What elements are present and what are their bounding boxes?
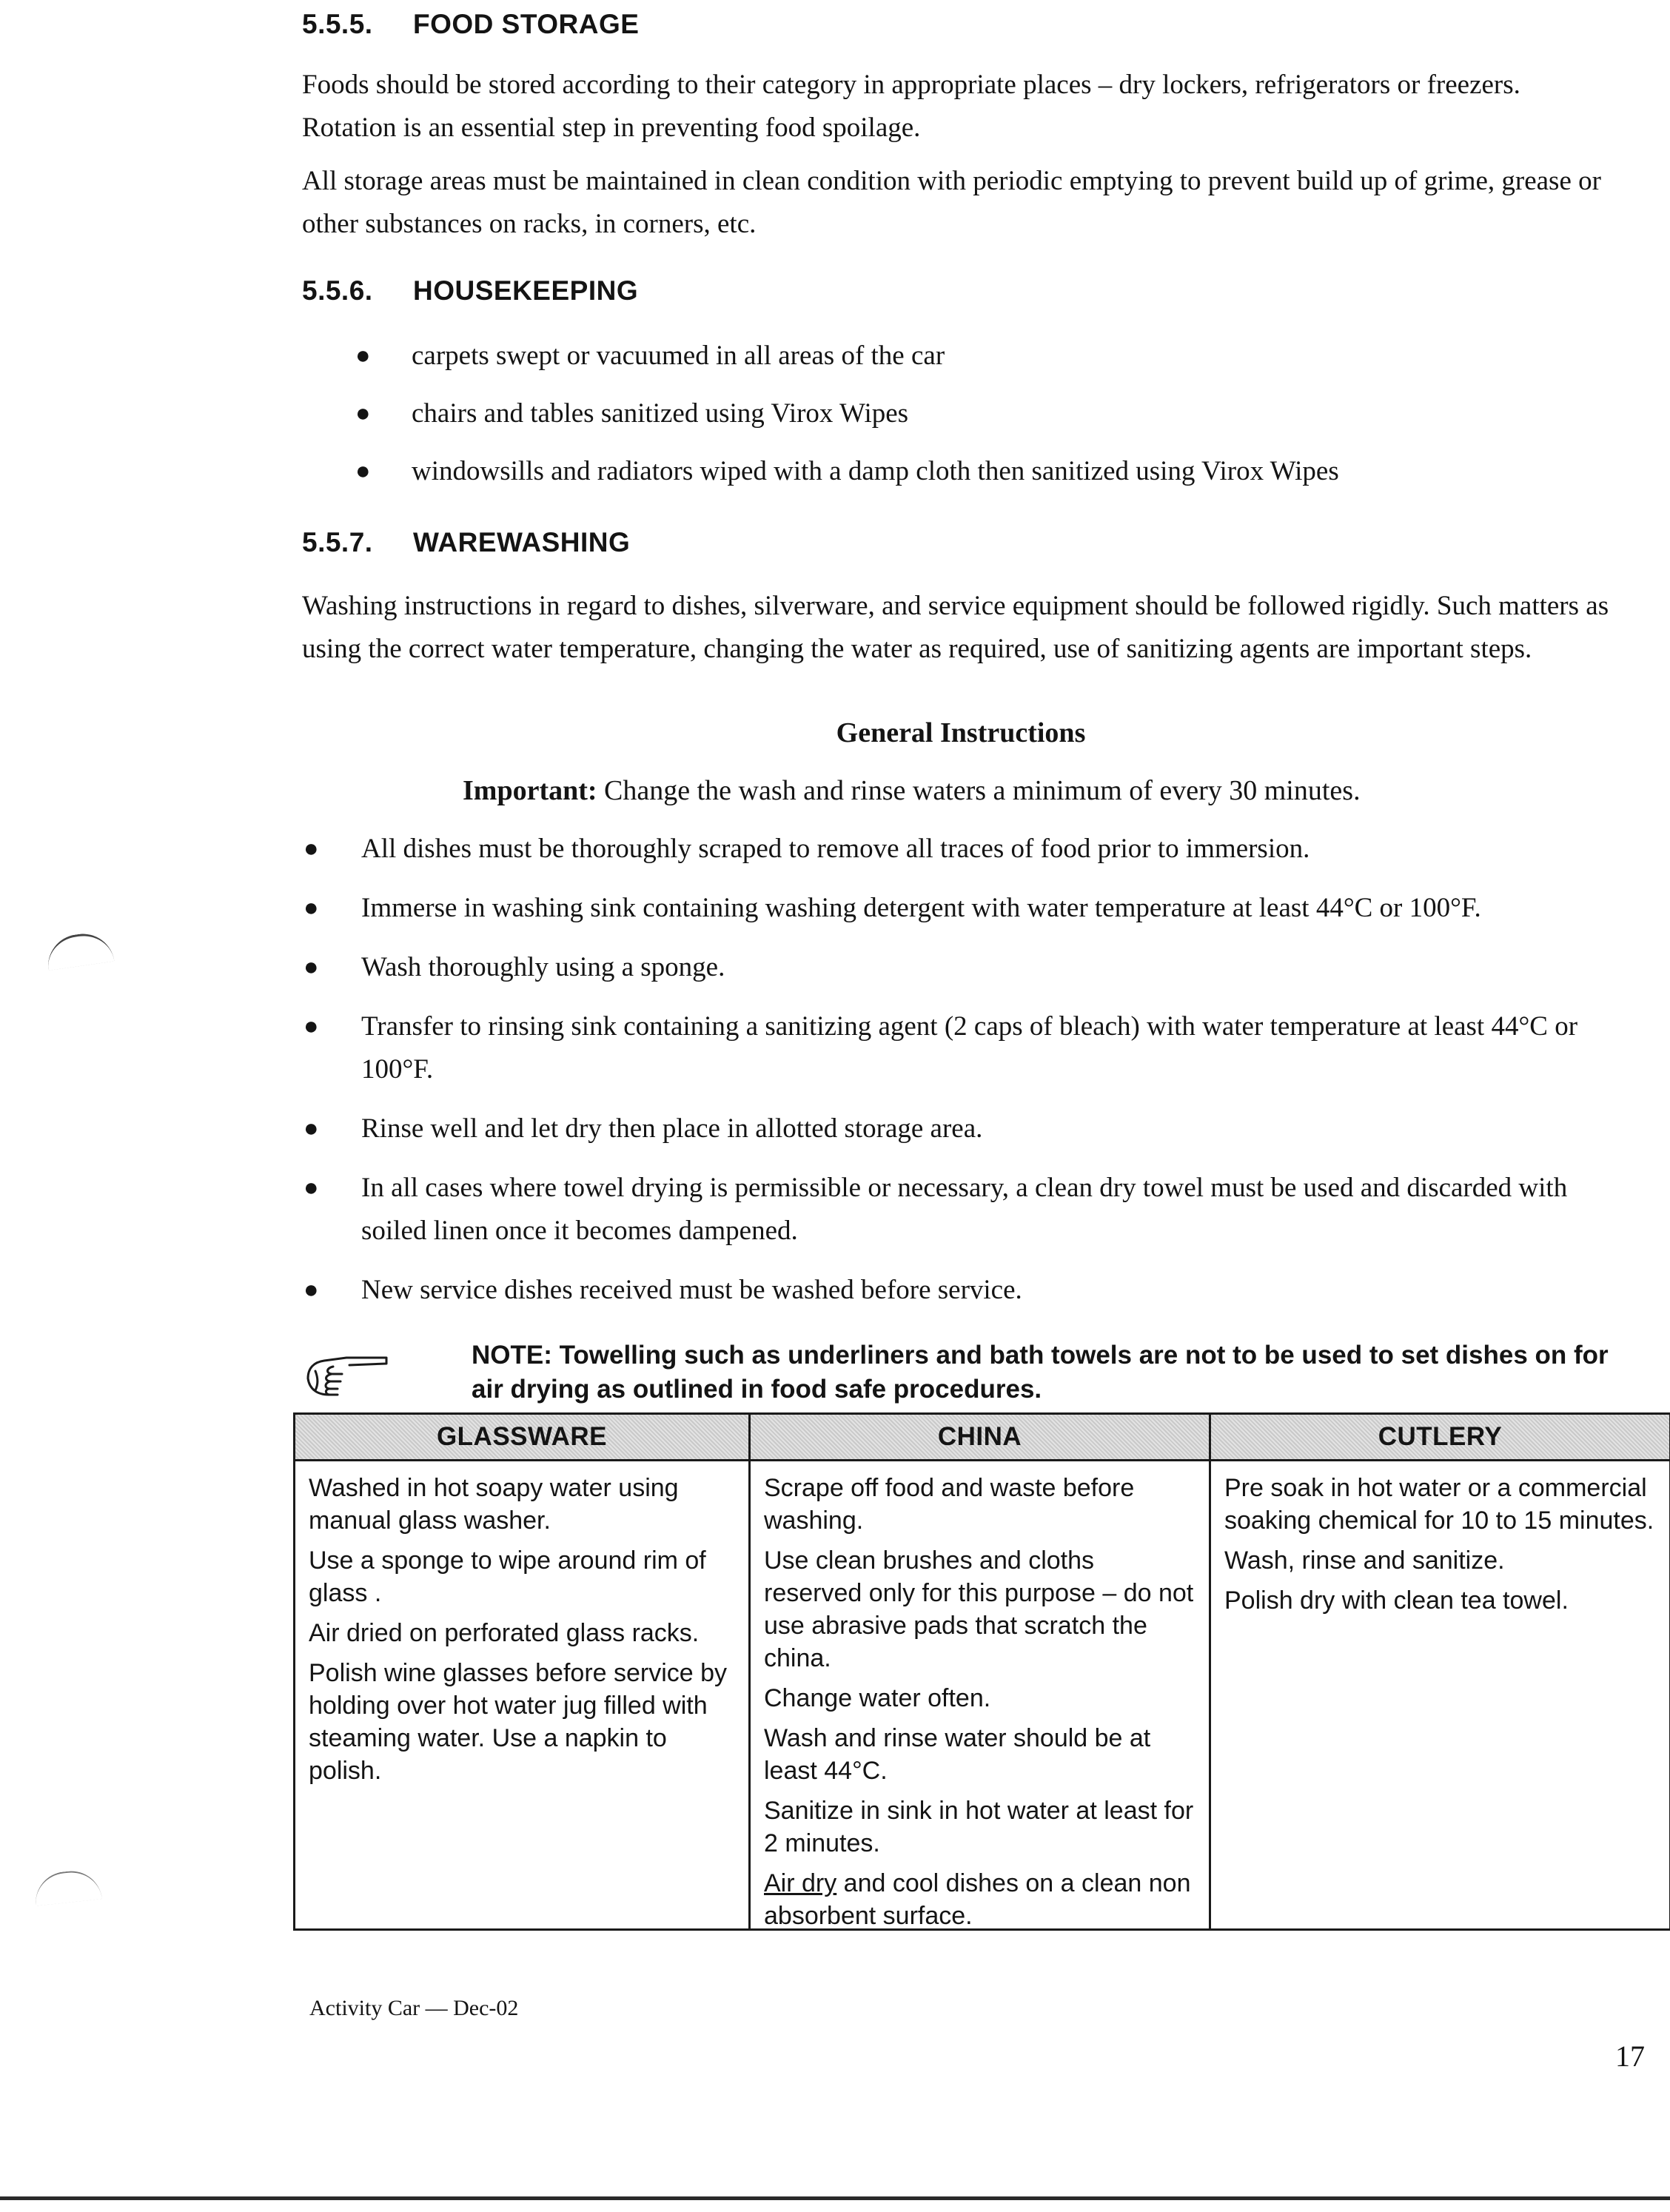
- cell-line: Polish dry with clean tea towel.: [1224, 1586, 1569, 1615]
- list-item-text: windowsills and radiators wiped with a damp cloth then sanitized using Virox Wipes: [412, 456, 1339, 486]
- pointing-hand-icon: [304, 1349, 392, 1401]
- section-heading-food-storage: [302, 9, 639, 40]
- list-item: [302, 1107, 1620, 1150]
- table-column-china: [748, 1415, 1209, 1928]
- cell-line: Sanitize in sink in hot water at least for 2 minutes.: [764, 1797, 1194, 1857]
- list-item: [346, 335, 1605, 378]
- cell-line: Polish wine glasses before service by holding over hot water jug filled with steaming water. Use a napkin to polish.: [309, 1659, 728, 1785]
- table-cell-cutlery: [1211, 1461, 1669, 1617]
- cell-line: Wash and rinse water should be at least 44°C.: [764, 1724, 1151, 1785]
- table-header-china: CHINA: [751, 1415, 1209, 1461]
- bullet-icon: ●: [304, 1174, 319, 1201]
- scan-artifact: [44, 930, 114, 971]
- list-item-text: Transfer to rinsing sink containing a sanitizing agent (2 caps of bleach) with water temperature at least 44°C or 100°F.: [361, 1011, 1578, 1085]
- section-number: 5.5.6.: [302, 275, 373, 306]
- bottom-rule: [0, 2196, 1670, 2200]
- section-heading-warewashing: [302, 527, 630, 558]
- cell-line: Washed in hot soapy water using manual glass washer.: [309, 1474, 679, 1535]
- important-text: Change the wash and rinse waters a minimum of every 30 minutes.: [597, 775, 1361, 806]
- bullet-icon: ●: [355, 400, 371, 427]
- warewashing-table: [293, 1412, 1670, 1931]
- table-cell-glassware: [295, 1461, 748, 1787]
- section-title: WAREWASHING: [413, 527, 631, 557]
- cell-line: Wash, rinse and sanitize.: [1224, 1546, 1505, 1575]
- warewashing-paragraph: Washing instructions in regard to dishes, silverware, and service equipment should be followed rigidly. Such matters as using the correct water temperature, changing the water as required, use of sanitizing agents are important steps.: [302, 591, 1609, 664]
- list-item: [302, 828, 1620, 871]
- bullet-icon: ●: [355, 458, 371, 485]
- list-item-text: New service dishes received must be washed before service.: [361, 1275, 1022, 1305]
- food-storage-paragraph-2: All storage areas must be maintained in clean condition with periodic emptying to prevent build up of grime, grease or other substances on racks, in corners, etc.: [302, 166, 1601, 239]
- list-item: [302, 1269, 1620, 1312]
- scan-artifact: [33, 1868, 102, 1906]
- footer-text: Activity Car — Dec-02: [309, 1996, 519, 2020]
- table-cell-china: [751, 1461, 1209, 1932]
- cell-line: Change water often.: [764, 1684, 991, 1712]
- section-number: 5.5.7.: [302, 527, 373, 557]
- list-item: [302, 1005, 1620, 1091]
- list-item-text: Immerse in washing sink containing washing detergent with water temperature at least 44°C or 100°F.: [361, 893, 1481, 923]
- section-title: HOUSEKEEPING: [413, 275, 639, 306]
- important-label: Important:: [463, 775, 597, 806]
- table-header-cutlery: CUTLERY: [1211, 1415, 1669, 1461]
- section-number: 5.5.5.: [302, 9, 373, 39]
- section-title: FOOD STORAGE: [413, 9, 640, 39]
- bullet-icon: ●: [304, 1276, 319, 1304]
- list-item: [346, 450, 1605, 493]
- page-number: 17: [1615, 2040, 1645, 2073]
- bullet-icon: ●: [304, 1115, 319, 1142]
- cell-line: Air dried on perforated glass racks.: [309, 1619, 700, 1647]
- housekeeping-list: [346, 335, 1605, 508]
- list-item-text: carpets swept or vacuumed in all areas of the car: [412, 341, 945, 371]
- general-instructions-heading: General Instructions: [836, 717, 1086, 748]
- table-header-glassware: GLASSWARE: [295, 1415, 748, 1461]
- underlined-text: Air dry: [764, 1869, 837, 1897]
- cell-line: [764, 1867, 1196, 1932]
- bullet-icon: ●: [304, 953, 319, 981]
- cell-line: Pre soak in hot water or a commercial soaking chemical for 10 to 15 minutes.: [1224, 1474, 1654, 1535]
- section-heading-housekeeping: [302, 275, 638, 306]
- list-item: [302, 946, 1620, 989]
- general-instructions-list: [302, 828, 1620, 1328]
- bullet-icon: ●: [304, 894, 319, 922]
- bullet-icon: ●: [304, 835, 319, 862]
- cell-text: and cool dishes on a clean non absorbent surface.: [764, 1869, 1191, 1930]
- food-storage-paragraph-1: Foods should be stored according to their category in appropriate places – dry lockers, refrigerators or freezers. Rotation is an essential step in preventing food spoilage.: [302, 70, 1520, 143]
- note-text: NOTE: Towelling such as underliners and bath towels are not to be used to set dishes on for air drying as outlined in food safe procedures.: [472, 1341, 1609, 1404]
- cell-line: Use clean brushes and cloths reserved only for this purpose – do not use abrasive pads that scratch the china.: [764, 1546, 1194, 1672]
- list-item-text: All dishes must be thoroughly scraped to remove all traces of food prior to immersion.: [361, 834, 1310, 864]
- list-item: [346, 392, 1605, 435]
- list-item: [302, 1167, 1620, 1253]
- list-item-text: chairs and tables sanitized using Virox Wipes: [412, 398, 909, 429]
- table-column-glassware: [295, 1415, 748, 1928]
- list-item: [302, 887, 1620, 930]
- bullet-icon: ●: [304, 1013, 319, 1040]
- important-line: [463, 774, 1361, 807]
- bullet-icon: ●: [355, 342, 371, 369]
- cell-line: Use a sponge to wipe around rim of glass .: [309, 1546, 706, 1607]
- cell-line: Scrape off food and waste before washing.: [764, 1474, 1135, 1535]
- list-item-text: Wash thoroughly using a sponge.: [361, 952, 725, 982]
- list-item-text: In all cases where towel drying is permissible or necessary, a clean dry towel must be used and discarded with soiled linen once it becomes dampened.: [361, 1173, 1568, 1246]
- list-item-text: Rinse well and let dry then place in allotted storage area.: [361, 1113, 983, 1144]
- table-column-cutlery: [1209, 1415, 1669, 1928]
